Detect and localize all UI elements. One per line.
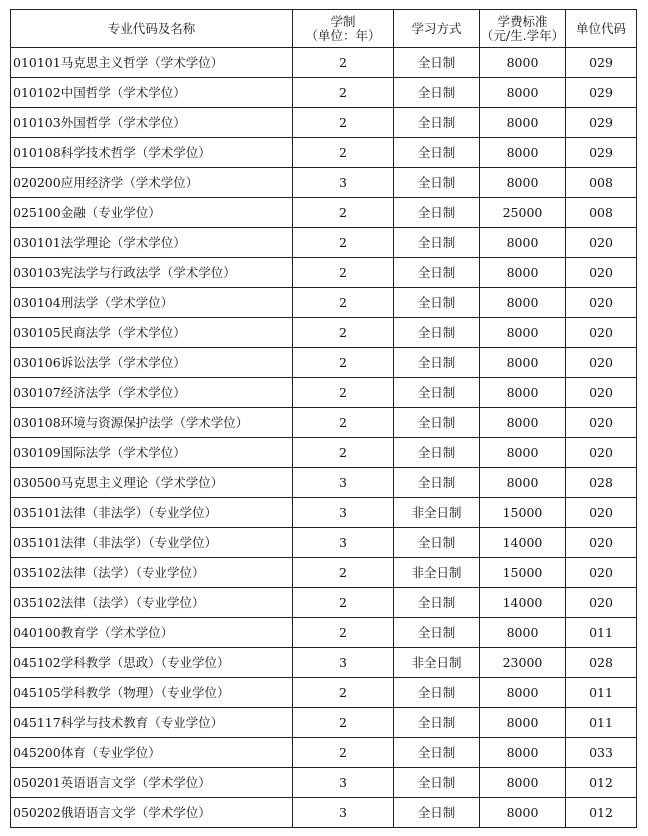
cell-fee: 8000 (480, 348, 566, 378)
cell-name: 010103外国哲学（学术学位） (11, 108, 293, 138)
table-row (11, 258, 637, 288)
cell-name: 020200应用经济学（学术学位） (11, 168, 293, 198)
cell-years: 2 (293, 438, 394, 468)
cell-name: 045117科学与技术教育（专业学位） (11, 708, 293, 738)
cell-years: 2 (293, 258, 394, 288)
cell-unit: 020 (566, 588, 637, 618)
table-row (11, 408, 637, 438)
cell-name: 010108科学技术哲学（学术学位） (11, 138, 293, 168)
cell-name: 030500马克思主义理论（学术学位） (11, 468, 293, 498)
cell-years: 2 (293, 288, 394, 318)
cell-unit: 020 (566, 258, 637, 288)
table-header-row (11, 10, 637, 48)
table-row (11, 198, 637, 228)
table-row (11, 498, 637, 528)
header-unit (566, 10, 637, 48)
cell-name: 035101法律（非法学）（专业学位） (11, 498, 293, 528)
cell-mode: 全日制 (394, 318, 480, 348)
cell-fee: 8000 (480, 408, 566, 438)
cell-mode: 非全日制 (394, 648, 480, 678)
table-row (11, 768, 637, 798)
cell-fee: 8000 (480, 138, 566, 168)
table-row (11, 798, 637, 828)
cell-mode: 全日制 (394, 438, 480, 468)
cell-fee: 15000 (480, 558, 566, 588)
cell-fee: 8000 (480, 378, 566, 408)
cell-years: 2 (293, 48, 394, 78)
cell-years: 2 (293, 618, 394, 648)
header-fee-line2: （元/生.学年） (480, 27, 565, 43)
cell-mode: 全日制 (394, 408, 480, 438)
cell-fee: 8000 (480, 318, 566, 348)
table-row (11, 648, 637, 678)
cell-name: 035101法律（非法学）（专业学位） (11, 528, 293, 558)
cell-unit: 012 (566, 798, 637, 828)
cell-years: 2 (293, 138, 394, 168)
table-row (11, 618, 637, 648)
cell-name: 025100金融（专业学位） (11, 198, 293, 228)
cell-fee: 8000 (480, 258, 566, 288)
cell-unit: 029 (566, 48, 637, 78)
header-name-label: 专业代码及名称 (107, 20, 196, 36)
cell-unit: 011 (566, 708, 637, 738)
cell-fee: 8000 (480, 78, 566, 108)
cell-unit: 028 (566, 468, 637, 498)
cell-fee: 8000 (480, 168, 566, 198)
cell-mode: 非全日制 (394, 498, 480, 528)
cell-mode: 全日制 (394, 378, 480, 408)
cell-unit: 012 (566, 768, 637, 798)
cell-unit: 020 (566, 228, 637, 258)
table-row (11, 138, 637, 168)
table-row (11, 78, 637, 108)
cell-mode: 全日制 (394, 78, 480, 108)
cell-years: 2 (293, 588, 394, 618)
cell-fee: 8000 (480, 708, 566, 738)
table-row (11, 468, 637, 498)
cell-unit: 011 (566, 678, 637, 708)
cell-mode: 全日制 (394, 528, 480, 558)
cell-years: 3 (293, 648, 394, 678)
cell-unit: 029 (566, 78, 637, 108)
table-row (11, 588, 637, 618)
table-row (11, 438, 637, 468)
table-row (11, 348, 637, 378)
cell-name: 045105学科教学（物理）（专业学位） (11, 678, 293, 708)
cell-mode: 全日制 (394, 678, 480, 708)
cell-years: 2 (293, 78, 394, 108)
cell-mode: 全日制 (394, 48, 480, 78)
cell-mode: 全日制 (394, 618, 480, 648)
cell-fee: 8000 (480, 678, 566, 708)
cell-mode: 全日制 (394, 768, 480, 798)
cell-unit: 011 (566, 618, 637, 648)
table-row (11, 708, 637, 738)
cell-years: 2 (293, 378, 394, 408)
cell-years: 3 (293, 468, 394, 498)
cell-fee: 8000 (480, 798, 566, 828)
cell-name: 010101马克思主义哲学（学术学位） (11, 48, 293, 78)
cell-name: 050201英语语言文学（学术学位） (11, 768, 293, 798)
cell-mode: 全日制 (394, 108, 480, 138)
cell-years: 2 (293, 108, 394, 138)
cell-fee: 8000 (480, 768, 566, 798)
cell-unit: 020 (566, 348, 637, 378)
cell-name: 030107经济法学（学术学位） (11, 378, 293, 408)
header-name (11, 10, 293, 48)
cell-fee: 8000 (480, 468, 566, 498)
cell-name: 050202俄语语言文学（学术学位） (11, 798, 293, 828)
cell-name: 010102中国哲学（学术学位） (11, 78, 293, 108)
table-row (11, 528, 637, 558)
cell-unit: 028 (566, 648, 637, 678)
cell-fee: 14000 (480, 528, 566, 558)
table-row (11, 108, 637, 138)
cell-years: 3 (293, 168, 394, 198)
cell-fee: 23000 (480, 648, 566, 678)
table-row (11, 228, 637, 258)
cell-years: 2 (293, 348, 394, 378)
header-mode (394, 10, 480, 48)
cell-fee: 8000 (480, 738, 566, 768)
cell-years: 2 (293, 558, 394, 588)
cell-mode: 全日制 (394, 258, 480, 288)
cell-fee: 8000 (480, 288, 566, 318)
header-fee-line1: 学费标准 (497, 13, 548, 29)
cell-name: 035102法律（法学）（专业学位） (11, 588, 293, 618)
cell-years: 3 (293, 528, 394, 558)
cell-name: 030108环境与资源保护法学（学术学位） (11, 408, 293, 438)
cell-mode: 全日制 (394, 708, 480, 738)
cell-years: 2 (293, 318, 394, 348)
cell-unit: 020 (566, 498, 637, 528)
cell-mode: 全日制 (394, 138, 480, 168)
cell-unit: 033 (566, 738, 637, 768)
cell-fee: 8000 (480, 228, 566, 258)
table-row (11, 378, 637, 408)
cell-unit: 020 (566, 318, 637, 348)
cell-mode: 非全日制 (394, 558, 480, 588)
cell-years: 3 (293, 768, 394, 798)
cell-years: 2 (293, 198, 394, 228)
table-body (11, 48, 637, 828)
table-row (11, 558, 637, 588)
cell-fee: 8000 (480, 108, 566, 138)
table-row (11, 48, 637, 78)
header-years-line1: 学制 (330, 13, 356, 29)
cell-unit: 020 (566, 378, 637, 408)
cell-fee: 8000 (480, 48, 566, 78)
cell-unit: 020 (566, 528, 637, 558)
cell-years: 3 (293, 498, 394, 528)
cell-unit: 020 (566, 408, 637, 438)
cell-unit: 008 (566, 168, 637, 198)
cell-unit: 029 (566, 138, 637, 168)
cell-mode: 全日制 (394, 288, 480, 318)
table-row (11, 738, 637, 768)
cell-fee: 8000 (480, 618, 566, 648)
header-unit-label: 单位代码 (575, 20, 626, 36)
cell-mode: 全日制 (394, 168, 480, 198)
header-years (293, 10, 394, 48)
cell-years: 3 (293, 798, 394, 828)
cell-years: 2 (293, 738, 394, 768)
cell-mode: 全日制 (394, 348, 480, 378)
cell-fee: 15000 (480, 498, 566, 528)
cell-years: 2 (293, 708, 394, 738)
cell-name: 030105民商法学（学术学位） (11, 318, 293, 348)
cell-mode: 全日制 (394, 798, 480, 828)
table-row (11, 168, 637, 198)
cell-fee: 8000 (480, 438, 566, 468)
cell-name: 030101法学理论（学术学位） (11, 228, 293, 258)
cell-name: 040100教育学（学术学位） (11, 618, 293, 648)
cell-name: 030103宪法学与行政法学（学术学位） (11, 258, 293, 288)
cell-name: 035102法律（法学）（专业学位） (11, 558, 293, 588)
cell-name: 030109国际法学（学术学位） (11, 438, 293, 468)
cell-years: 2 (293, 678, 394, 708)
cell-mode: 全日制 (394, 468, 480, 498)
table-row (11, 678, 637, 708)
cell-name: 030104刑法学（学术学位） (11, 288, 293, 318)
table-row (11, 318, 637, 348)
cell-name: 045200体育（专业学位） (11, 738, 293, 768)
cell-unit: 020 (566, 438, 637, 468)
cell-unit: 020 (566, 558, 637, 588)
cell-unit: 020 (566, 288, 637, 318)
cell-unit: 029 (566, 108, 637, 138)
cell-fee: 25000 (480, 198, 566, 228)
cell-fee: 14000 (480, 588, 566, 618)
cell-mode: 全日制 (394, 738, 480, 768)
cell-unit: 008 (566, 198, 637, 228)
tuition-fee-table (10, 9, 637, 828)
cell-name: 030106诉讼法学（学术学位） (11, 348, 293, 378)
table-row (11, 288, 637, 318)
header-mode-label: 学习方式 (411, 20, 462, 36)
cell-name: 045102学科教学（思政）（专业学位） (11, 648, 293, 678)
header-fee (480, 10, 566, 48)
cell-mode: 全日制 (394, 228, 480, 258)
cell-mode: 全日制 (394, 198, 480, 228)
cell-years: 2 (293, 228, 394, 258)
cell-years: 2 (293, 408, 394, 438)
cell-mode: 全日制 (394, 588, 480, 618)
header-years-line2: （单位：年） (305, 27, 381, 43)
